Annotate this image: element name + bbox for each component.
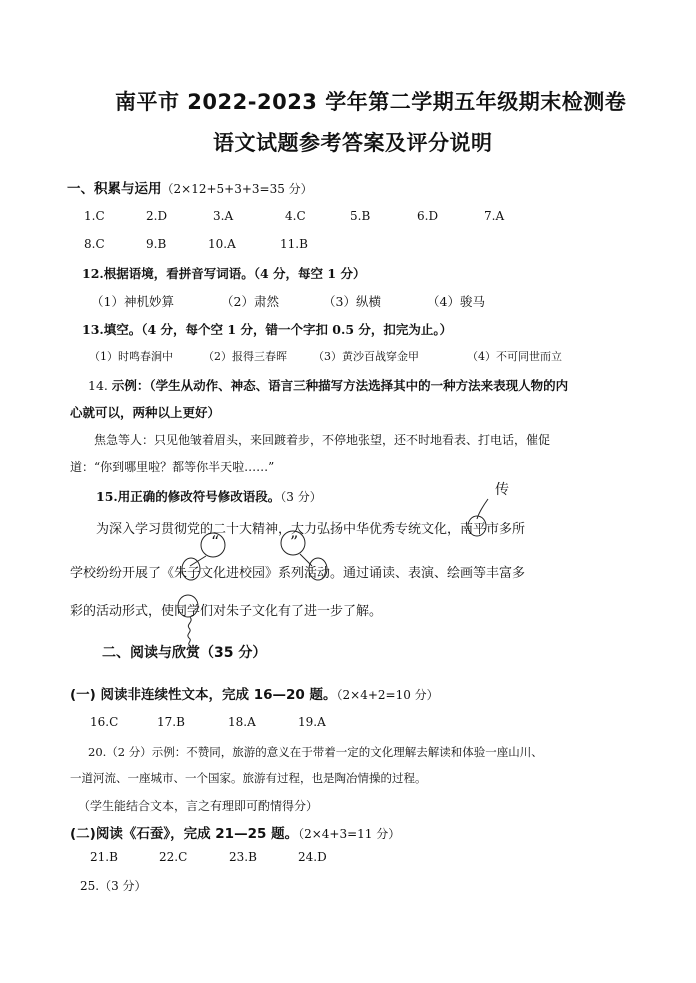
q14-text-1: （学生从动作、神态、语言三种描写方法选择其中的一种方法来表现人物的内	[149, 378, 569, 393]
q13-answer-1: （1）时鸣春涧中	[89, 350, 173, 363]
q20-line-2: 一道河流、一座城市、一个国家。旅游有过程，也是陶冶情操的过程。	[70, 771, 427, 785]
section-1-score: （2×12+5+3+3=35 分）	[161, 182, 313, 196]
q25-label: 25.（3 分）	[80, 879, 147, 893]
answer-1: 1.C	[84, 209, 105, 223]
insert-mark-chuan: 传	[495, 482, 509, 498]
q15-paragraph-line-1: 为深入学习贯彻党的二十大精神，大力弘扬中华优秀专统文化，南平市多所	[96, 522, 526, 537]
q14-label: 示例：	[111, 378, 150, 393]
q13-answer-2: （2）报得三春晖	[203, 350, 287, 363]
answer-4: 4.C	[285, 209, 306, 223]
part-1-score: （2×4+2=10 分）	[336, 688, 439, 702]
q15-paragraph-line-2: 学校纷纷开展了《朱子文化进校园》系列活动。通过诵读、表演、绘画等丰富多	[70, 566, 526, 581]
q15-stem-text: 15.用正确的修改符号修改语段。	[96, 489, 281, 504]
section-1-title: 一、积累与运用	[67, 181, 162, 197]
title-line-2: 语文试题参考答案及评分说明	[213, 131, 493, 155]
q12-stem: 12.根据语境，看拼音写词语。（4 分，每空 1 分）	[82, 266, 366, 281]
answer-11: 11.B	[280, 237, 308, 251]
part-2-score: （2×4+3=11 分）	[298, 827, 401, 841]
answer-21: 21.B	[90, 850, 118, 864]
answer-19: 19.A	[298, 715, 326, 729]
section-2-heading: 二、阅读与欣赏（35 分）	[102, 645, 267, 661]
part-1-title: (一) 阅读非连续性文本，完成 16—20 题。	[70, 687, 337, 703]
q20-line-1: 20.（2 分）示例：不赞同，旅游的意义在于带着一定的文化理解去解读和体验一座山川、	[88, 745, 543, 759]
part-1-heading	[70, 683, 439, 703]
answer-7: 7.A	[484, 209, 505, 223]
q12-answer-2: （2）肃然	[221, 294, 279, 309]
q13-answer-3: （3）黄沙百战穿金甲	[313, 350, 419, 363]
quote-close-mark: ”	[290, 532, 299, 551]
q12-answer-4: （4）骏马	[427, 294, 485, 309]
q15-score: （3 分）	[280, 490, 322, 504]
answer-18: 18.A	[228, 715, 256, 729]
part-2-title: (二)阅读《石蚕》，完成 21—25 题。	[70, 826, 299, 842]
part-2-heading	[70, 822, 400, 842]
answer-16: 16.C	[90, 715, 119, 729]
answer-8: 8.C	[84, 237, 105, 251]
q14-line-2: 心就可以，两种以上更好）	[70, 405, 221, 420]
answer-5: 5.B	[350, 209, 371, 223]
q13-stem: 13.填空。（4 分，每个空 1 分，错一个字扣 0.5 分，扣完为止。）	[82, 322, 453, 337]
answer-23: 23.B	[229, 850, 257, 864]
answer-17: 17.B	[157, 715, 185, 729]
answer-9: 9.B	[146, 237, 167, 251]
q13-answer-4: （4）不可同世而立	[467, 350, 562, 363]
q14-example-line-2: 道：“你到哪里啦？都等你半天啦……”	[70, 460, 275, 474]
title-line-1: 南平市 2022-2023 学年第二学期五年级期末检测卷	[115, 90, 627, 114]
q12-answer-3: （3）纵横	[323, 294, 381, 309]
q15-paragraph-line-3: 彩的活动形式，使同学们对朱子文化有了进一步了解。	[70, 604, 383, 619]
answer-10: 10.A	[208, 237, 236, 251]
answer-2: 2.D	[146, 209, 168, 223]
q14-number: 14.	[88, 378, 108, 393]
quote-open-mark: “	[211, 532, 220, 551]
answer-3: 3.A	[213, 209, 234, 223]
q14-example-line-1: 焦急等人：只见他皱着眉头，来回踱着步，不停地张望，还不时地看表、打电话，催促	[94, 433, 551, 447]
q20-note: （学生能结合文本，言之有理即可酌情得分）	[78, 799, 319, 813]
q12-answer-1: （1）神机妙算	[91, 294, 174, 309]
answer-24: 24.D	[298, 850, 327, 864]
answer-22: 22.C	[159, 850, 188, 864]
answer-6: 6.D	[417, 209, 439, 223]
